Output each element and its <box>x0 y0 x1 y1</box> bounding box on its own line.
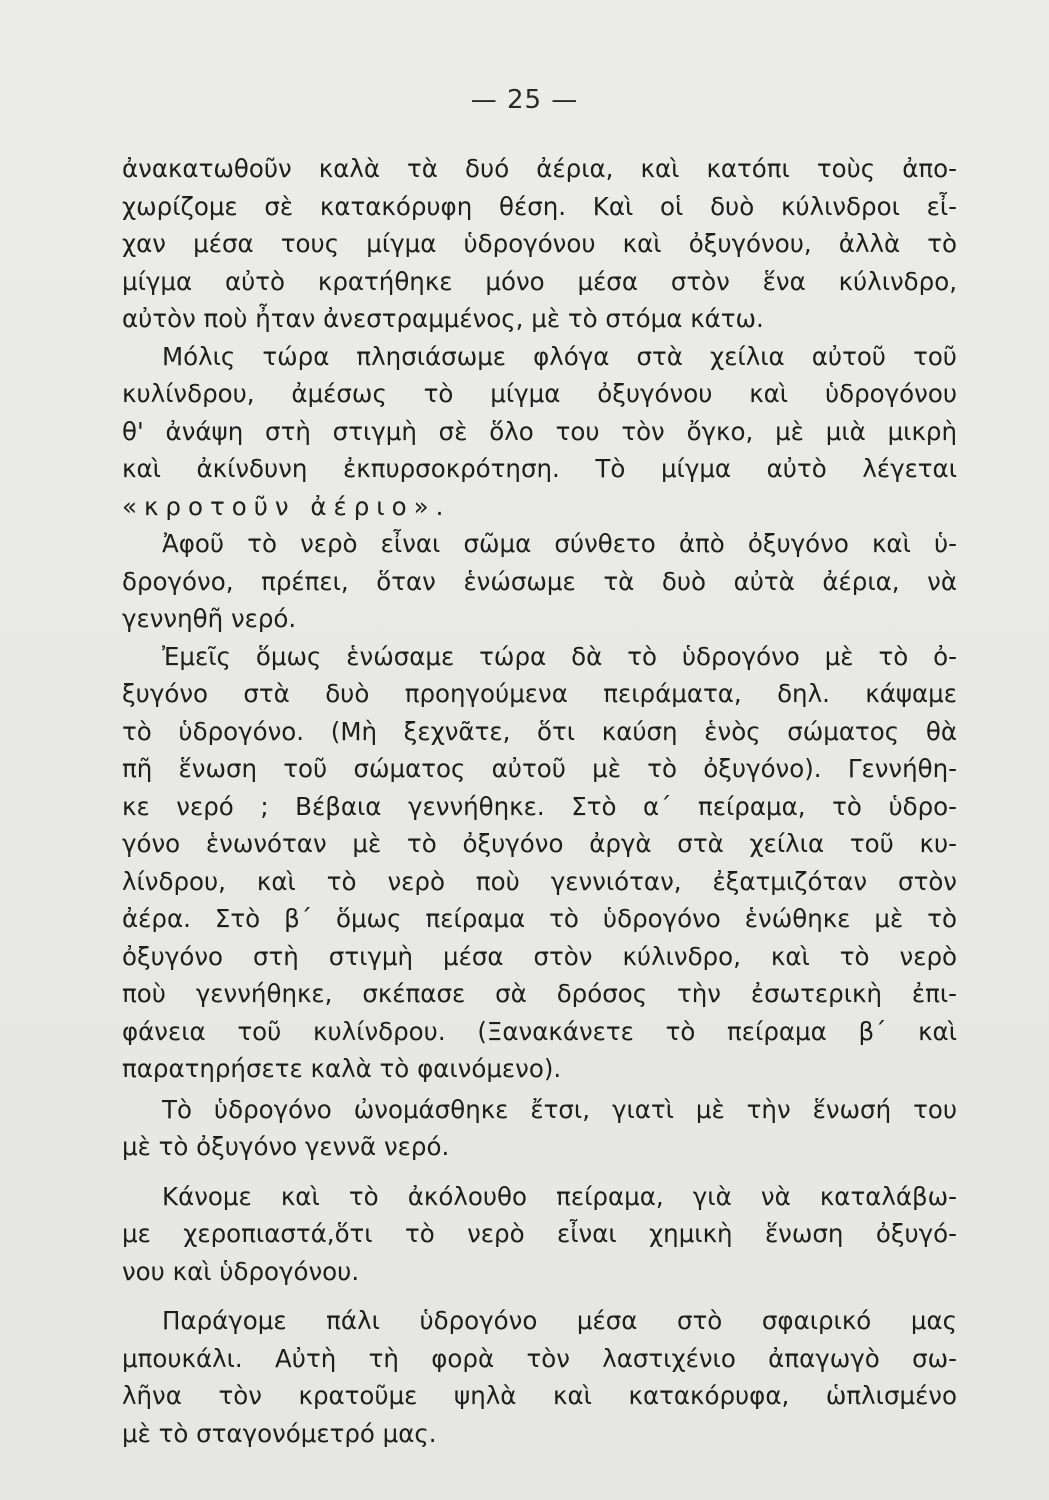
paragraph-start-line: Ἀφοῦ τὸ νερὸ εἶναι σῶμα σύνθετο ἀπὸ ὀξυγόνο καὶ ὑ- <box>162 529 957 558</box>
paragraph-start-line: Τὸ ὑδρογόνο ὠνομάσθηκε ἔτσι, γιατὶ μὲ τὴν ἕνωσή του <box>162 1094 957 1124</box>
text-line: με χεροπιαστά,ὅτι τὸ νερὸ εἶναι χημικὴ ἕνωση ὀξυγό- <box>122 1219 957 1248</box>
text-line: μπουκάλι. Αὐτὴ τὴ φορὰ τὸν λαστιχένιο ἀπαγωγὸ σω- <box>122 1343 957 1373</box>
text-line: ἀνακατωθοῦν καλὰ τὰ δυό ἀέρια, καὶ κατόπι τοὺς ἀπο- <box>122 154 957 183</box>
text-line: ἀέρα. Στὸ β΄ ὅμως πείραμα τὸ ὑδρογόνο ἑνώθηκε μὲ τὸ <box>122 904 957 933</box>
text-line: γόνο ἑνωνόταν μὲ τὸ ὀξυγόνο ἀργὰ στὰ χείλια τοῦ κυ- <box>122 829 957 858</box>
paragraph-start-line: Παράγομε πάλι ὑδρογόνο μέσα στὸ σφαιρικό μας <box>162 1306 957 1335</box>
paragraph-start-line: Κάνομε καὶ τὸ ἀκόλουθο πείραμα, γιὰ νὰ καταλάβω- <box>162 1181 957 1211</box>
text-line: φάνεια τοῦ κυλίνδρου. (Ξανακάνετε τὸ πείραμα β΄ καὶ <box>122 1016 957 1046</box>
text-line: λῆνα τὸν κρατοῦμε ψηλὰ καὶ κατακόρυφα, ὡπλισμένο <box>122 1381 957 1410</box>
text-line: μὲ τὸ σταγονόμετρό μας. <box>122 1418 437 1448</box>
text-line: δρογόνο, πρέπει, ὅταν ἑνώσωμε τὰ δυὸ αὐτὰ ἀέρια, νὰ <box>122 566 957 596</box>
text-line: ξυγόνο στὰ δυὸ προηγούμενα πειράματα, δηλ. κάψαμε <box>122 679 957 708</box>
text-line: θ' ἀνάψη στὴ στιγμὴ σὲ ὅλο του τὸν ὄγκο, μὲ μιὰ μικρὴ <box>122 416 957 446</box>
text-line: χωρίζομε σὲ κατακόρυφη θέση. Καὶ οἱ δυὸ κύλινδροι εἶ- <box>122 191 957 221</box>
text-line: αὐτὸν ποὺ ἦταν ἀνεστραμμένος, μὲ τὸ στόμα κάτω. <box>122 304 764 333</box>
text-line: καὶ ἀκίνδυνη ἐκπυρσοκρότηση. Τὸ μίγμα αὐτὸ λέγεται <box>122 454 957 483</box>
text-line: κυλίνδρου, ἀμέσως τὸ μίγμα ὀξυγόνου καὶ ὑδρογόνου <box>122 379 957 408</box>
text-line: λίνδρου, καὶ τὸ νερὸ ποὺ γεννιόταν, ἐξατμιζόταν στὸν <box>122 866 957 896</box>
paragraph-start-line: Ἐμεῖς ὅμως ἑνώσαμε τώρα δὰ τὸ ὑδρογόνο μὲ τὸ ὀ- <box>162 641 957 671</box>
page-number: — 25 — <box>470 85 579 115</box>
text-line: μίγμα αὐτὸ κρατήθηκε μόνο μέσα στὸν ἕνα κύλινδρο, <box>122 266 957 296</box>
paragraph-start-line: Μόλις τώρα πλησιάσωμε φλόγα στὰ χείλια αὐτοῦ τοῦ <box>162 341 957 371</box>
text-line: γεννηθῆ νερό. <box>122 604 297 633</box>
text-line: χαν μέσα τους μίγμα ὑδρογόνου καὶ ὀξυγόνου, ἀλλὰ τὸ <box>122 229 957 258</box>
text-line: μὲ τὸ ὀξυγόνο γεννᾶ νερό. <box>122 1132 450 1161</box>
text-line: τὸ ὑδρογόνο. (Μὴ ξεχνᾶτε, ὅτι καύση ἑνὸς σώματος θὰ <box>122 716 957 746</box>
text-line: νου καὶ ὑδρογόνου. <box>122 1256 360 1286</box>
body-text <box>122 150 957 1452</box>
text-line: ποὺ γεννήθηκε, σκέπασε σὰ δρόσος τὴν ἐσωτερικὴ ἐπι- <box>122 979 957 1008</box>
text-line: πῆ ἕνωση τοῦ σώματος αὐτοῦ μὲ τὸ ὀξυγόνο). Γεννήθη- <box>122 754 957 783</box>
text-line: ὀξυγόνο στὴ στιγμὴ μέσα στὸν κύλινδρο, καὶ τὸ νερὸ <box>122 941 957 971</box>
text-line-term: «κροτοῦν ἀέριο». <box>122 491 451 521</box>
text-line: παρατηρήσετε καλὰ τὸ φαινόμενο). <box>122 1054 562 1083</box>
text-line: κε νερό ; Βέβαια γεννήθηκε. Στὸ α΄ πείραμα, τὸ ὑδρο- <box>122 791 957 821</box>
